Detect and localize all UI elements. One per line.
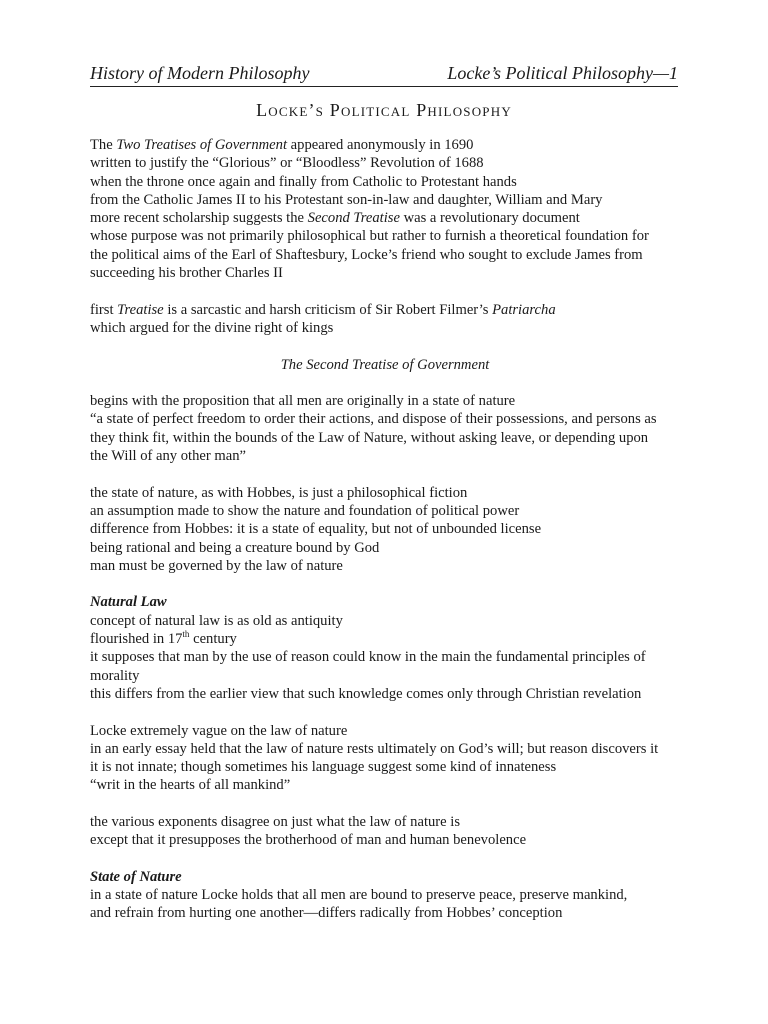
text-line: from the Catholic James II to his Protestant son-in-law and daughter, William and Mary xyxy=(90,191,603,208)
text-line: the political aims of the Earl of Shaftesbury, Locke’s friend who sought to exclude James from xyxy=(90,246,643,263)
text-line: first Treatise is a sarcastic and harsh criticism of Sir Robert Filmer’s Patriarcha xyxy=(90,301,556,318)
section-heading-natural-law: Natural Law xyxy=(90,594,167,611)
book-title: Second Treatise xyxy=(307,210,400,227)
book-title: Two Treatises of Government xyxy=(116,137,288,153)
text-line: being rational and being a creature bound by God xyxy=(90,539,380,556)
quote-line: they think fit, within the bounds of the Law of Nature, without asking leave, or depending upon xyxy=(90,429,649,446)
text-line: in an early essay held that the law of nature rests ultimately on God’s will; but reason discovers it xyxy=(90,740,659,757)
text-line: concept of natural law is as old as antiquity xyxy=(90,612,343,629)
exponents-paragraph xyxy=(90,813,680,850)
document-body xyxy=(90,136,680,923)
state-of-nature-intro-paragraph xyxy=(90,392,680,465)
header-page-label: Locke’s Political Philosophy—1 xyxy=(447,63,678,83)
text-line: the state of nature, as with Hobbes, is just a philosophical fiction xyxy=(90,484,468,501)
text-line: it is not innate; though sometimes his language suggest some kind of innateness xyxy=(90,759,557,776)
section-title: The Second Treatise of Government xyxy=(280,356,490,373)
text-line: The Two Treatises of Government appeared anonymously in 1690 xyxy=(90,137,474,153)
text-line: the various exponents disagree on just what the law of nature is xyxy=(90,813,461,830)
text-line: which argued for the divine right of kings xyxy=(90,319,334,336)
text-line: difference from Hobbes: it is a state of equality, but not of unbounded license xyxy=(90,521,542,538)
text-line: morality xyxy=(90,667,140,684)
text-line: succeeding his brother Charles II xyxy=(90,265,283,282)
first-treatise-paragraph xyxy=(90,301,680,338)
natural-law-section xyxy=(90,593,680,703)
section-heading-state-of-nature: State of Nature xyxy=(90,868,182,885)
text-line: whose purpose was not primarily philosophical but rather to furnish a theoretical foundation for xyxy=(90,228,649,245)
text-line: more recent scholarship suggests the Second Treatise was a revolutionary document xyxy=(90,210,580,227)
vague-paragraph xyxy=(90,722,680,795)
text-line: flourished in 17th century xyxy=(90,629,237,648)
quote-line: “a state of perfect freedom to order their actions, and dispose of their possessions, and persons as xyxy=(90,411,657,428)
text-line: man must be governed by the law of nature xyxy=(90,557,343,574)
fiction-paragraph xyxy=(90,484,680,575)
quote-line: “writ in the hearts of all mankind” xyxy=(90,777,291,794)
intro-paragraph xyxy=(90,136,680,282)
document-title: Locke’s Political Philosophy xyxy=(256,100,512,120)
text-line: in a state of nature Locke holds that all men are bound to preserve peace, preserve mankind, xyxy=(90,887,628,904)
text-line: this differs from the earlier view that such knowledge comes only through Christian revelation xyxy=(90,685,642,702)
book-title: Treatise xyxy=(117,301,164,318)
quote-line: the Will of any other man” xyxy=(90,448,246,465)
book-title: Patriarcha xyxy=(492,301,556,318)
running-header xyxy=(90,62,678,87)
text-line: except that it presupposes the brotherhood of man and human benevolence xyxy=(90,832,527,849)
header-course-title: History of Modern Philosophy xyxy=(90,63,310,83)
text-line: and refrain from hurting one another—differs radically from Hobbes’ conception xyxy=(90,905,563,922)
text-line: an assumption made to show the nature and foundation of political power xyxy=(90,502,520,519)
text-line: Locke extremely vague on the law of nature xyxy=(90,722,348,739)
state-of-nature-section xyxy=(90,868,680,923)
text-line: when the throne once again and finally from Catholic to Protestant hands xyxy=(90,173,517,190)
text-line: begins with the proposition that all men are originally in a state of nature xyxy=(90,393,516,410)
text-line: written to justify the “Glorious” or “Bloodless” Revolution of 1688 xyxy=(90,155,484,172)
text-line: it supposes that man by the use of reason could know in the main the fundamental principles of xyxy=(90,649,646,666)
